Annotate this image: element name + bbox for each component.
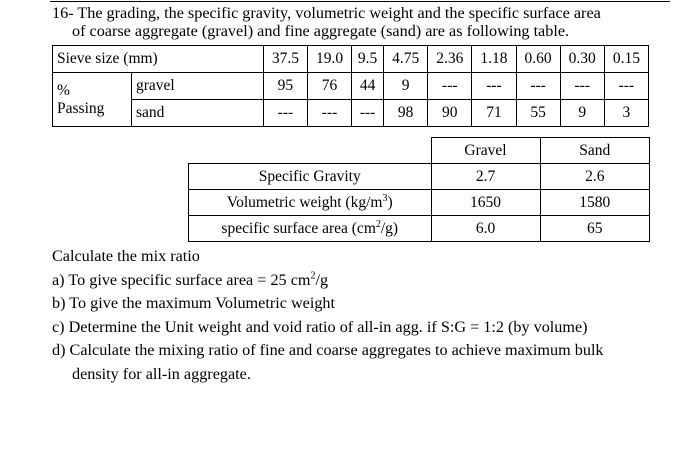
sieve-size-cell: 9.5 (352, 46, 384, 73)
sand-column-header: Sand (540, 138, 650, 164)
sand-value: --- (352, 100, 384, 127)
volumetric-weight-close: ) (387, 193, 393, 211)
sieve-size-cell: 19.0 (307, 46, 351, 73)
volumetric-weight-row (189, 190, 650, 216)
sand-specific-surface: 65 (540, 216, 650, 242)
gravel-label: gravel (132, 73, 264, 100)
problem-number: 16- (52, 4, 74, 22)
sieve-size-cell: 0.60 (516, 46, 560, 73)
gravel-value: --- (604, 73, 648, 100)
sand-value: 71 (472, 100, 516, 127)
question-a (52, 269, 672, 293)
sieve-size-cell: 2.36 (428, 46, 472, 73)
specific-surface-exponent: 2 (375, 218, 381, 230)
problem-statement (52, 4, 662, 40)
question-c: c) Determine the Unit weight and void ratio of all-in agg. if S:G = 1:2 (by volume) (52, 317, 588, 336)
sand-value: 90 (428, 100, 472, 127)
gravel-value: --- (560, 73, 604, 100)
problem-line-1 (52, 4, 662, 22)
sand-value: 9 (560, 100, 604, 127)
question-a-unit: /g (315, 270, 329, 289)
percent-passing-label (53, 73, 132, 127)
sand-row (53, 100, 649, 127)
gravel-value: --- (428, 73, 472, 100)
properties-table (188, 137, 650, 242)
sand-volumetric-weight: 1580 (540, 190, 650, 216)
top-rule (50, 1, 670, 2)
sieve-size-cell: 0.15 (604, 46, 648, 73)
sand-value: --- (307, 100, 351, 127)
gravel-value: 9 (384, 73, 428, 100)
volumetric-weight-exponent: 3 (382, 192, 388, 204)
sand-specific-gravity: 2.6 (540, 164, 650, 190)
problem-text-1: The grading, the specific gravity, volumetric weight and the specific surface area (77, 4, 601, 22)
question-d-line-2: density for all-in aggregate. (72, 364, 251, 383)
question-b: b) To give the maximum Volumetric weight (52, 294, 336, 312)
gravel-column-header: Gravel (431, 138, 540, 164)
gravel-row (53, 73, 649, 100)
grading-table (52, 45, 649, 127)
blank-corner-cell (189, 138, 432, 164)
sand-value: --- (263, 100, 307, 127)
sieve-size-cell: 0.30 (560, 46, 604, 73)
question-d (52, 339, 672, 386)
question-d-line-1: d) Calculate the mixing ratio of fine and coarse aggregates to achieve maximum bulk (52, 341, 604, 359)
specific-surface-unit: /g) (380, 219, 399, 237)
volumetric-weight-label (189, 190, 432, 216)
specific-gravity-row (189, 164, 650, 190)
gravel-specific-surface: 6.0 (431, 216, 540, 242)
gravel-value: 44 (352, 73, 384, 100)
sand-value: 55 (516, 100, 560, 127)
gravel-value: --- (516, 73, 560, 100)
sieve-size-header: Sieve size (mm) (53, 46, 264, 73)
sieve-size-cell: 4.75 (384, 46, 428, 73)
sand-value: 3 (604, 100, 648, 127)
questions-intro: Calculate the mix ratio (52, 247, 200, 265)
specific-surface-text: specific surface area (cm (221, 219, 376, 237)
percent-label: % (57, 81, 70, 99)
sand-value: 98 (384, 100, 428, 127)
gravel-value: 95 (263, 73, 307, 100)
specific-surface-row (189, 216, 650, 242)
specific-gravity-label: Specific Gravity (189, 164, 432, 190)
sieve-header-row (53, 46, 649, 73)
sieve-size-cell: 1.18 (472, 46, 516, 73)
passing-label: Passing (57, 99, 105, 117)
specific-surface-label (189, 216, 432, 242)
sand-label: sand (132, 100, 264, 127)
gravel-specific-gravity: 2.7 (431, 164, 540, 190)
volumetric-weight-text: Volumetric weight (kg/m (226, 193, 383, 211)
gravel-value: --- (472, 73, 516, 100)
gravel-value: 76 (307, 73, 351, 100)
properties-header-row (189, 138, 650, 164)
problem-line-2: of coarse aggregate (gravel) and fine aggregate (sand) are as following table. (72, 22, 570, 40)
questions-block (52, 245, 672, 386)
question-a-exponent: 2 (310, 270, 316, 282)
sieve-size-cell: 37.5 (263, 46, 307, 73)
question-a-text: a) To give specific surface area = 25 cm (52, 270, 311, 289)
gravel-volumetric-weight: 1650 (431, 190, 540, 216)
